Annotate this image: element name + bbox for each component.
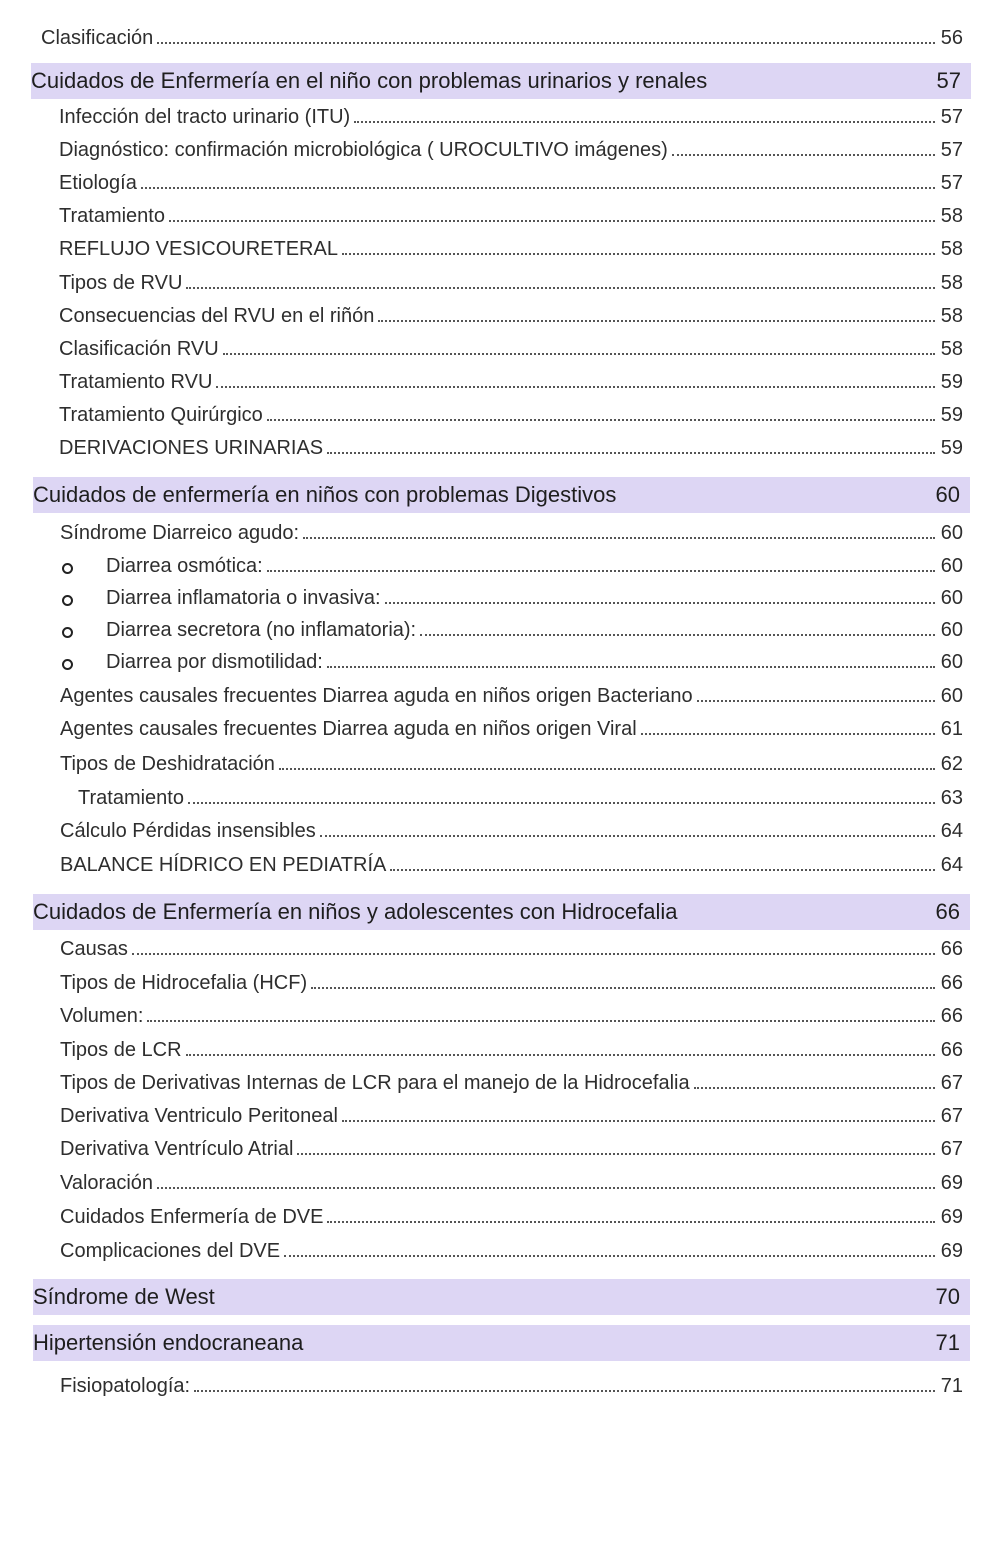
dot-leader [284,1254,935,1257]
dot-leader [390,868,934,871]
entry-title: DERIVACIONES URINARIAS [59,437,324,459]
dot-leader [186,286,934,289]
entry-title: Infección del tracto urinario (ITU) [59,106,351,128]
toc-entry-diarrea-por-dismotilidad[interactable] [106,650,963,674]
page-number: 59 [940,371,963,393]
page-number: 57 [936,68,961,93]
toc-entry-agentes-causales-frecuentes-diarrea-aguda-en-ninos-origen-bacteriano[interactable] [60,684,963,708]
bullet-icon [62,627,73,638]
entry-title: Volumen: [60,1005,144,1027]
toc-entry-causas[interactable] [60,937,963,961]
toc-entry-diarrea-osmotica[interactable] [106,554,963,578]
dot-leader [279,767,935,770]
page-number: 58 [940,238,963,260]
page-number: 57 [940,172,963,194]
dot-leader [385,601,935,604]
toc-section-cuidados-de-enfermeria-en-el-nino-con-problemas-urinarios-y-renales[interactable] [31,63,971,99]
page-number: 66 [935,899,960,924]
entry-title: Tipos de Deshidratación [60,753,275,775]
page-number: 67 [940,1105,963,1127]
toc-entry-derivaciones-urinarias[interactable] [59,436,963,460]
dot-leader [267,418,935,421]
entry-title: Diarrea osmótica: [106,555,263,577]
toc-entry-tipos-de-deshidratacion[interactable] [60,752,963,776]
page-number: 58 [940,305,963,327]
dot-leader [327,665,935,668]
toc-entry-tratamiento[interactable] [78,786,963,810]
dot-leader [223,352,935,355]
entry-title: Tipos de Derivativas Internas de LCR para el manejo de la Hidrocefalia [60,1072,690,1094]
toc-entry-derivativa-ventriculo-peritoneal[interactable] [60,1104,963,1128]
page-number: 60 [940,651,963,673]
entry-title: Tipos de RVU [59,272,183,294]
toc-entry-volumen[interactable] [60,1004,963,1028]
toc-entry-complicaciones-del-dve[interactable] [60,1239,963,1263]
dot-leader [327,451,935,454]
toc-entry-clasificacion-rvu[interactable] [59,337,963,361]
dot-leader [157,1186,935,1189]
toc-entry-calculo-perdidas-insensibles[interactable] [60,819,963,843]
toc-section-cuidados-de-enfermeria-en-ninos-con-problemas-digestivos[interactable] [33,477,970,513]
page-number: 60 [935,482,960,507]
toc-entry-etiologia[interactable] [59,171,963,195]
toc-entry-clasificacion[interactable] [41,26,963,50]
dot-leader [672,153,935,156]
entry-title: Cálculo Pérdidas insensibles [60,820,316,842]
page-number: 60 [940,587,963,609]
dot-leader [194,1389,935,1392]
toc-entry-tipos-de-rvu[interactable] [59,271,963,295]
dot-leader [354,120,935,123]
entry-title: Valoración [60,1172,154,1194]
section-title: Síndrome de West [33,1284,215,1309]
entry-title: REFLUJO VESICOURETERAL [59,238,338,260]
page-number: 60 [940,685,963,707]
entry-title: Tratamiento [59,205,165,227]
page-number: 60 [940,522,963,544]
toc-entry-reflujo-vesicoureteral[interactable] [59,237,963,261]
toc-entry-tratamiento-quirurgico[interactable] [59,403,963,427]
page-number: 60 [940,555,963,577]
dot-leader [697,699,935,702]
section-title: Hipertensión endocraneana [33,1330,304,1355]
page-number: 67 [940,1072,963,1094]
entry-title: Clasificación [41,27,154,49]
entry-title: BALANCE HÍDRICO EN PEDIATRÍA [60,854,387,876]
entry-title: Diarrea por dismotilidad: [106,651,323,673]
dot-leader [420,633,935,636]
toc-entry-diarrea-inflamatoria-o-invasiva[interactable] [106,586,963,610]
dot-leader [378,319,934,322]
toc-entry-tipos-de-derivativas-internas-de-lcr-para-el-manejo-de-la-hidrocefalia[interactable] [60,1071,963,1095]
toc-entry-agentes-causales-frecuentes-diarrea-aguda-en-ninos-origen-viral[interactable] [60,717,963,741]
page-number: 66 [940,1039,963,1061]
toc-entry-cuidados-enfermeria-de-dve[interactable] [60,1205,963,1229]
toc-entry-tratamiento[interactable] [59,204,963,228]
toc-entry-diarrea-secretora-no-inflamatoria[interactable] [106,618,963,642]
page-number: 58 [940,338,963,360]
entry-title: Tratamiento RVU [59,371,213,393]
dot-leader [267,569,935,572]
page-number: 59 [940,437,963,459]
section-title: Cuidados de Enfermería en niños y adolescentes con Hidrocefalia [33,899,678,924]
dot-leader [188,801,935,804]
entry-title: Cuidados Enfermería de DVE [60,1206,324,1228]
toc-entry-tipos-de-lcr[interactable] [60,1038,963,1062]
entry-title: Tipos de LCR [60,1039,182,1061]
page-number: 60 [940,619,963,641]
entry-title: Derivativa Ventrículo Atrial [60,1138,294,1160]
entry-title: Agentes causales frecuentes Diarrea aguda en niños origen Bacteriano [60,685,693,707]
entry-title: Derivativa Ventriculo Peritoneal [60,1105,338,1127]
page-number: 66 [940,1005,963,1027]
toc-entry-valoracion[interactable] [60,1171,963,1195]
page-number: 71 [935,1330,960,1355]
dot-leader [320,834,935,837]
dot-leader [157,41,934,44]
toc-entry-tipos-de-hidrocefalia-hcf[interactable] [60,971,963,995]
page-number: 69 [940,1206,963,1228]
page-number: 58 [940,272,963,294]
dot-leader [327,1220,934,1223]
dot-leader [641,732,935,735]
toc-section-cuidados-de-enfermeria-en-ninos-y-adolescentes-con-hidrocefalia[interactable] [33,894,970,930]
entry-title: Causas [60,938,128,960]
bullet-icon [62,595,73,606]
toc-entry-sindrome-diarreico-agudo[interactable] [60,521,963,545]
toc-entry-derivativa-ventriculo-atrial[interactable] [60,1137,963,1161]
entry-title: Tratamiento [78,787,184,809]
dot-leader [342,252,935,255]
entry-title: Etiología [59,172,137,194]
entry-title: Tratamiento Quirúrgico [59,404,263,426]
bullet-icon [62,659,73,670]
section-title: Cuidados de enfermería en niños con problemas Digestivos [33,482,617,507]
page-number: 62 [940,753,963,775]
entry-title: Clasificación RVU [59,338,219,360]
entry-title: Síndrome Diarreico agudo: [60,522,300,544]
page-number: 57 [940,106,963,128]
dot-leader [216,385,934,388]
toc-entry-infeccion-del-tracto-urinario-itu[interactable] [59,105,963,129]
page-number: 70 [935,1284,960,1309]
dot-leader [694,1086,935,1089]
toc-section-hipertension-endocraneana[interactable] [33,1325,970,1361]
page-number: 64 [940,854,963,876]
page-number: 59 [940,404,963,426]
page-number: 67 [940,1138,963,1160]
entry-title: Consecuencias del RVU en el riñón [59,305,375,327]
page-number: 61 [940,718,963,740]
dot-leader [303,536,935,539]
dot-leader [132,952,935,955]
page-number: 57 [940,139,963,161]
dot-leader [147,1019,934,1022]
page-number: 69 [940,1172,963,1194]
toc-entry-fisiopatologia[interactable] [60,1374,963,1398]
toc-entry-consecuencias-del-rvu-en-el-rinon[interactable] [59,304,963,328]
page-number: 66 [940,938,963,960]
page-number: 56 [940,27,963,49]
dot-leader [342,1119,935,1122]
entry-title: Diarrea secretora (no inflamatoria): [106,619,417,641]
toc-section-sindrome-de-west[interactable] [33,1279,970,1315]
entry-title: Diarrea inflamatoria o invasiva: [106,587,381,609]
bullet-icon [62,563,73,574]
toc-entry-balance-hidrico-en-pediatria[interactable] [60,853,963,877]
page-number: 69 [940,1240,963,1262]
page-number: 63 [940,787,963,809]
page-number: 58 [940,205,963,227]
entry-title: Complicaciones del DVE [60,1240,281,1262]
entry-title: Fisiopatología: [60,1375,191,1397]
entry-title: Tipos de Hidrocefalia (HCF) [60,972,308,994]
page-number: 64 [940,820,963,842]
dot-leader [186,1053,935,1056]
dot-leader [141,186,935,189]
entry-title: Agentes causales frecuentes Diarrea aguda en niños origen Viral [60,718,637,740]
section-title: Cuidados de Enfermería en el niño con problemas urinarios y renales [31,68,708,93]
dot-leader [169,219,935,222]
toc-entry-diagnostico-confirmacion-microbiologica-urocultivo-imagenes[interactable] [59,138,963,162]
entry-title: Diagnóstico: confirmación microbiológica ( UROCULTIVO imágenes) [59,139,668,161]
toc-entry-tratamiento-rvu[interactable] [59,370,963,394]
page-number: 71 [940,1375,963,1397]
dot-leader [297,1152,934,1155]
page-number: 66 [940,972,963,994]
dot-leader [311,986,935,989]
